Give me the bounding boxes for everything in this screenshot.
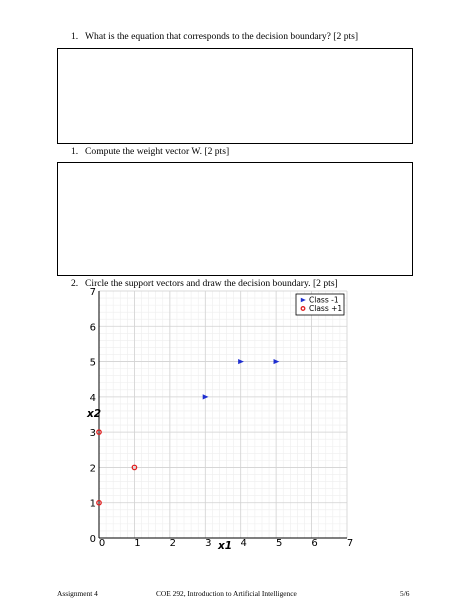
footer-center: COE 292, Introduction to Artificial Intelligence xyxy=(156,589,297,598)
legend-label: Class +1 xyxy=(309,304,343,314)
legend-label: Class -1 xyxy=(309,295,339,305)
y-tick-label: 3 xyxy=(89,428,96,440)
x-tick-label: 0 xyxy=(98,538,106,549)
x-tick-label: 5 xyxy=(275,538,283,549)
minor-grid xyxy=(99,291,347,538)
question-number: 1. xyxy=(71,146,79,157)
x-axis-label: x1 xyxy=(217,540,233,552)
footer-page-number: 5/6 xyxy=(400,589,410,598)
x-tick-label: 3 xyxy=(205,538,212,549)
x-tick-label: 2 xyxy=(169,538,177,549)
y-tick-label: 4 xyxy=(89,392,96,404)
x-tick-label: 1 xyxy=(134,538,141,549)
question-text: Circle the support vectors and draw the decision boundary. [2 pts] xyxy=(85,278,338,289)
legend xyxy=(296,294,344,315)
footer-left: Assignment 4 xyxy=(57,589,98,598)
y-axis-label: x2 xyxy=(87,408,102,420)
x-tick-label: 7 xyxy=(346,538,354,549)
y-tick-label: 2 xyxy=(89,463,96,475)
x-tick-label: 6 xyxy=(311,538,318,549)
y-tick-label: 6 xyxy=(89,322,96,334)
major-grid xyxy=(99,291,347,538)
y-tick-label: 5 xyxy=(89,357,96,369)
question-number: 2. xyxy=(71,278,79,289)
y-tick-label: 7 xyxy=(89,287,96,298)
x-tick-label: 4 xyxy=(240,538,247,549)
question-text: What is the equation that corresponds to the decision boundary? [2 pts] xyxy=(85,31,359,42)
question-number: 1. xyxy=(71,31,79,42)
y-tick-label: 0 xyxy=(89,534,96,545)
y-tick-label: 1 xyxy=(89,498,96,510)
question-text: Compute the weight vector W. [2 pts] xyxy=(85,146,230,157)
